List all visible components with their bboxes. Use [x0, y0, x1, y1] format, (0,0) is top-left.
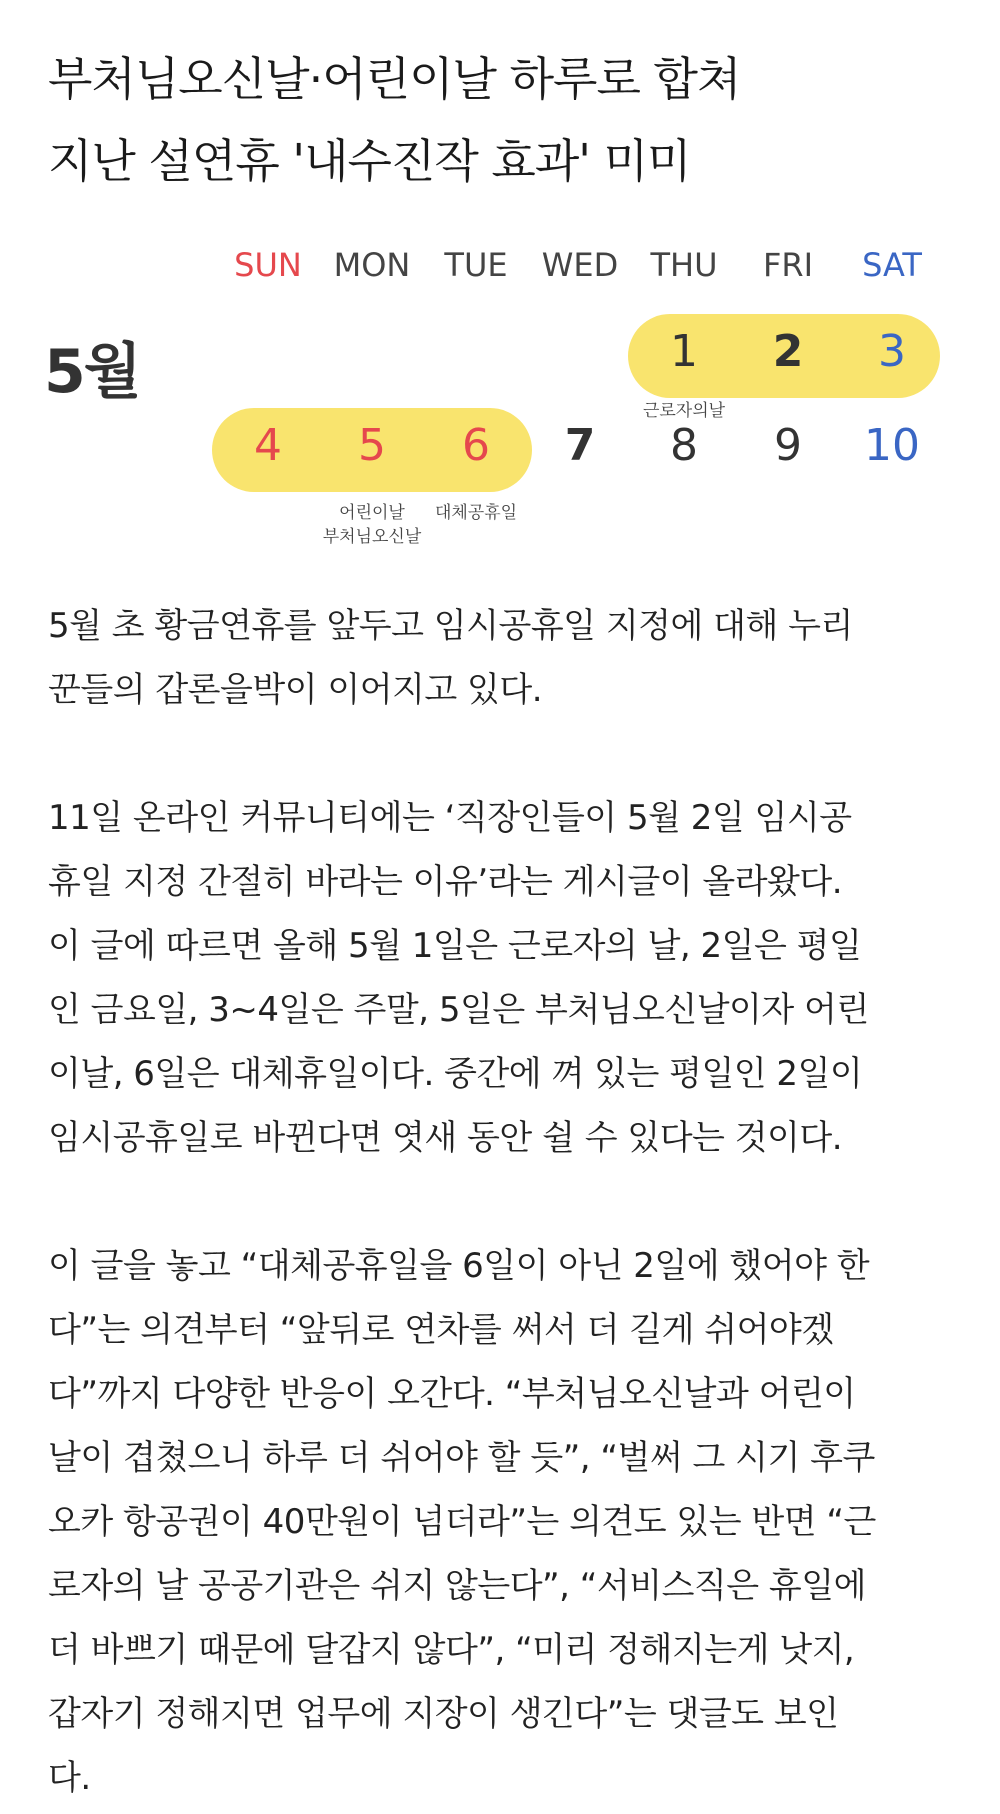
note-labor-day: 근로자의날	[642, 401, 726, 421]
note-substitute-holiday: 대체공휴일	[434, 503, 518, 523]
paragraph-line: 다”까지 다양한 반응이 오간다. “부처님오신날과 어린이	[48, 1374, 856, 1414]
article-headline	[48, 38, 968, 202]
day-header-wed: WED	[541, 246, 619, 284]
paragraph-line: 휴일 지정 간절히 바라는 이유’라는 게시글이 올라왔다.	[48, 862, 843, 902]
day-header-mon: MON	[333, 246, 411, 284]
paragraph-line: 갑자기 정해지면 업무에 지장이 생긴다”는 댓글도 보인	[48, 1694, 839, 1734]
paragraph-line: 임시공휴일로 바뀐다면 엿새 동안 쉴 수 있다는 것이다.	[48, 1118, 843, 1158]
may-calendar-graphic	[0, 228, 1000, 558]
paragraph-line: 로자의 날 공공기관은 쉬지 않는다”, “서비스직은 휴일에	[48, 1566, 866, 1606]
date-10: 10	[864, 420, 920, 471]
headline-line: 지난 설연휴 '내수진작 효과' 미미	[48, 134, 691, 188]
paragraph-line: 오카 항공권이 40만원이 넘더라”는 의견도 있는 반면 “근	[48, 1502, 876, 1542]
paragraph	[48, 1234, 968, 1810]
paragraph-line: 다”는 의견부터 “앞뒤로 연차를 써서 더 길게 쉬어야겠	[48, 1310, 834, 1350]
day-header-fri: FRI	[762, 246, 814, 284]
day-header-thu: THU	[650, 246, 718, 284]
date-6: 6	[462, 420, 490, 471]
headline-line: 부처님오신날·어린이날 하루로 합쳐	[48, 52, 741, 106]
day-header-sun: SUN	[234, 246, 302, 284]
date-3: 3	[878, 326, 906, 377]
note-childrens-day: 어린이날	[339, 503, 405, 523]
paragraph-line: 5월 초 황금연휴를 앞두고 임시공휴일 지정에 대해 누리	[48, 606, 853, 646]
day-header-tue: TUE	[444, 246, 508, 284]
paragraph-line: 인 금요일, 3~4일은 주말, 5일은 부처님오신날이자 어린	[48, 990, 869, 1030]
paragraph-line: 다.	[48, 1758, 91, 1798]
paragraph-line: 꾼들의 갑론을박이 이어지고 있다.	[48, 670, 543, 710]
paragraph-line: 이 글을 놓고 “대체공휴일을 6일이 아닌 2일에 했어야 한	[48, 1246, 870, 1286]
paragraph	[48, 594, 968, 722]
date-5: 5	[358, 420, 386, 471]
paragraph-line: 이 글에 따르면 올해 5월 1일은 근로자의 날, 2일은 평일	[48, 926, 862, 966]
month-label: 5월	[44, 337, 140, 407]
date-9: 9	[774, 420, 802, 471]
date-4: 4	[254, 420, 282, 471]
date-2: 2	[772, 326, 804, 377]
article-body	[48, 594, 968, 1810]
paragraph-line: 날이 겹쳤으니 하루 더 쉬어야 할 듯”, “벌써 그 시기 후쿠	[48, 1438, 875, 1478]
date-7: 7	[564, 420, 596, 471]
paragraph-line: 더 바쁘기 때문에 달갑지 않다”, “미리 정해지는게 낫지,	[48, 1630, 855, 1670]
day-header-sat: SAT	[862, 246, 922, 284]
paragraph-line: 이날, 6일은 대체휴일이다. 중간에 껴 있는 평일인 2일이	[48, 1054, 863, 1094]
paragraph-line: 11일 온라인 커뮤니티에는 ‘직장인들이 5월 2일 임시공	[48, 798, 852, 838]
note-buddha-birthday: 부처님오신날	[322, 527, 422, 547]
date-8: 8	[670, 420, 698, 471]
paragraph	[48, 786, 968, 1170]
date-1: 1	[670, 326, 698, 377]
